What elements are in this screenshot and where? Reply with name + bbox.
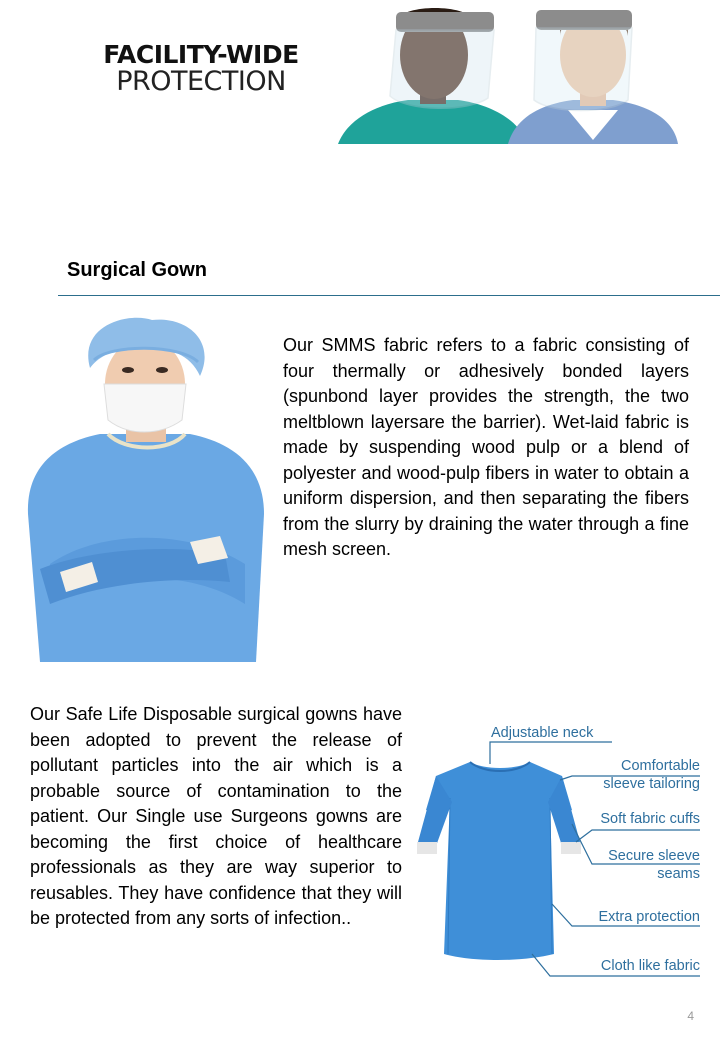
title-line-2: PROTECTION: [116, 66, 286, 97]
gown-features-diagram: [412, 714, 712, 984]
callout-sleeve-tailoring: Comfortable sleeve tailoring: [603, 758, 700, 792]
title-line-1: FACILITY-WIDE: [103, 40, 299, 69]
callout-adjustable-neck: Adjustable neck: [491, 725, 594, 741]
page-number: 4: [687, 1009, 694, 1023]
callout-extra-protection: Extra protection: [598, 909, 700, 925]
callout-fabric-cuffs: Soft fabric cuffs: [600, 811, 700, 827]
smms-fabric-paragraph: Our SMMS fabric refers to a fabric consisting of four thermally or adhesively bonded layers (spunbond layer provides the strength, the two meltblown layersare the barrier). Wet-laid fabric is made by suspending wood pulp or a blend of polyester and wood-pulp fibers in water to obtain a uniform dispersion, and then separating the fibers from the slurry by draining the water through a fine mesh screen.: [283, 335, 689, 559]
safe-life-gown-paragraph: Our Safe Life Disposable surgical gowns have been adopted to prevent the release of pollutant particles into the air which is a probable source of contamination to the patient. Our Single use Surgeons gowns are becoming the first choice of healthcare professionals as they are way superior to reusables. They have confidence that they will be protected from any sorts of infection..: [30, 704, 402, 928]
heading-divider: [58, 295, 720, 296]
section-heading: Surgical Gown: [67, 259, 208, 281]
page-title: [96, 40, 306, 97]
callout-cloth-fabric: Cloth like fabric: [600, 958, 700, 974]
face-shield-photo: [338, 0, 678, 144]
surgical-nurse-photo: [20, 314, 270, 662]
callout-sleeve-seams: Secure sleeve seams: [608, 848, 700, 882]
